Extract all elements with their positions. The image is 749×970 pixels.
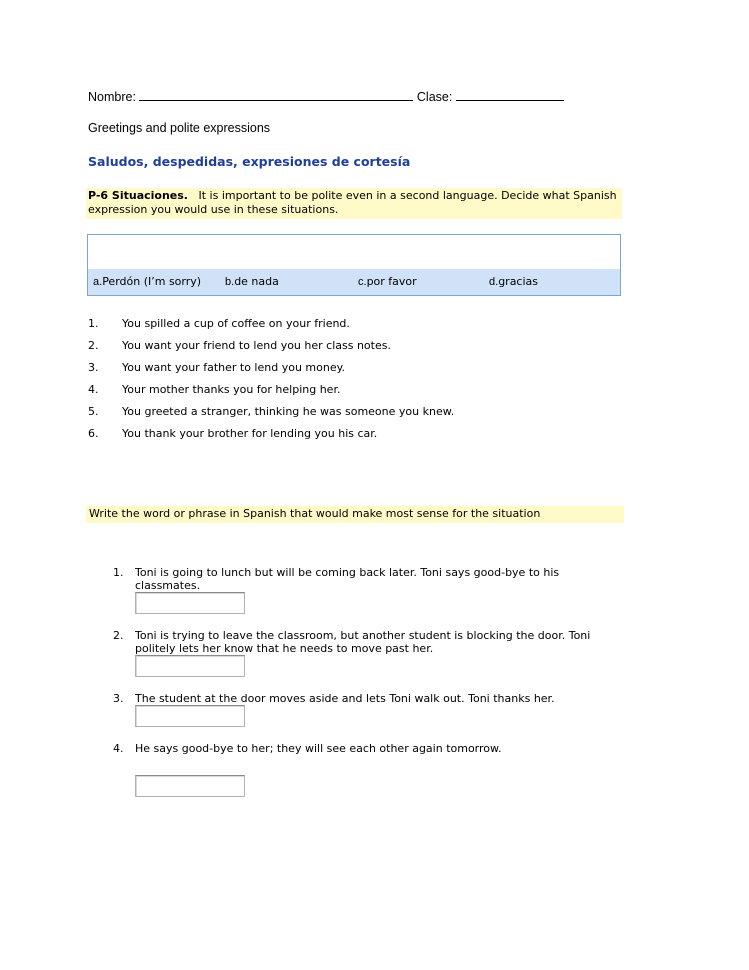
situation-item: 1. You spilled a cup of coffee on your friend. [88,317,350,330]
choices-box [87,234,621,296]
clase-label: Clase: [416,90,453,104]
situation-item: 4. Your mother thanks you for helping her. [88,383,341,396]
situation-item: 3. You want your father to lend you money. [88,361,346,374]
part2-instructions: Write the word or phrase in Spanish that would make most sense for the situation [86,506,624,523]
choice-c: c.por favor [358,275,417,288]
choice-a: a.Perdón (I’m sorry) [93,275,202,288]
situation-item: 5. You greeted a stranger, thinking he was someone you knew. [88,405,455,418]
situation-item: 6. You thank your brother for lending you his car. [88,427,378,440]
subtitle: Greetings and polite expressions [88,121,271,135]
name-class-line [88,89,564,104]
choices-row [88,269,620,295]
exercise-instructions [86,188,622,219]
answer-field-4[interactable] [135,775,245,797]
answer-field-3[interactable] [135,705,245,727]
choice-d: d.gracias [489,275,539,288]
choice-b: b.de nada [225,275,279,288]
exercise-instructions-text: It is important to be polite even in a second language. Decide what Spanish expression you would use in these situations. [88,189,617,216]
nombre-blank[interactable] [139,89,413,101]
section-title: Saludos, despedidas, expresiones de cortesía [88,154,411,169]
answer-field-1[interactable] [135,592,245,614]
situation-item: 2. You want your friend to lend you her class notes. [88,339,391,352]
clase-blank[interactable] [456,89,564,101]
answer-field-2[interactable] [135,655,245,677]
nombre-label: Nombre: [88,90,136,104]
exercise-label: P-6 Situaciones. [88,189,188,202]
